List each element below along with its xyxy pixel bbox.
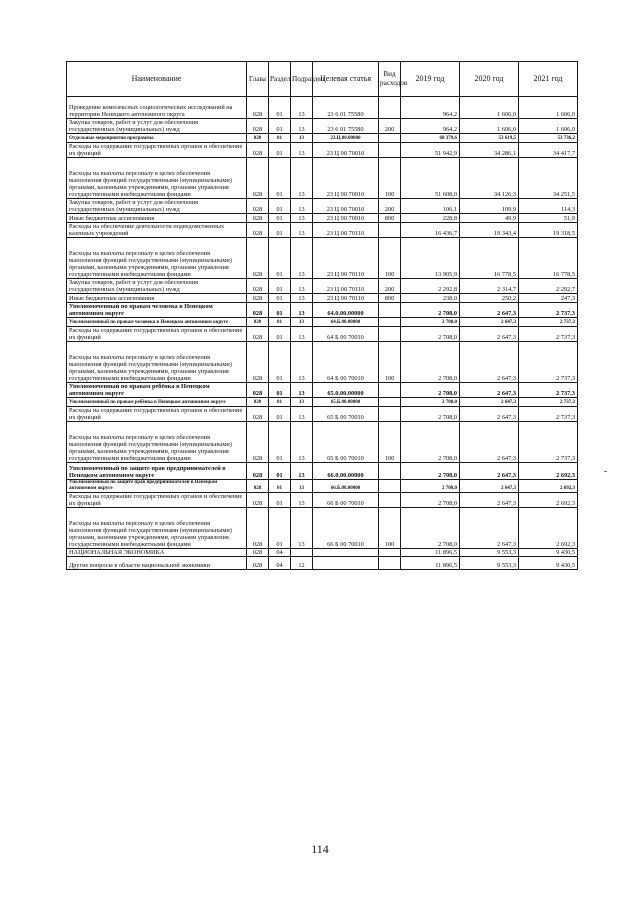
header-target: Целевая статья [313, 62, 379, 97]
table-row [67, 480, 578, 493]
row-podrazdel: 13 [291, 238, 313, 279]
row-name: НАЦИОНАЛЬНАЯ ЭКОНОМИКА [67, 549, 247, 557]
row-2020: 19 343,4 [460, 223, 519, 238]
row-2021: 2 692,3 [519, 463, 578, 480]
row-vid: 100 [379, 422, 401, 463]
row-name: Расходы на содержание государственных органов и обеспечение их функций [67, 493, 247, 508]
row-vid [379, 383, 401, 398]
row-razdel: 01 [269, 223, 291, 238]
row-2019: 11 896,5 [401, 557, 460, 570]
row-2019: 2 708,0 [401, 318, 460, 327]
row-razdel: 01 [269, 294, 291, 303]
row-vid [379, 557, 401, 570]
row-glava: 028 [247, 238, 269, 279]
row-target: 65 Б 00 70010 [313, 407, 379, 422]
row-glava: 028 [247, 318, 269, 327]
row-vid [379, 407, 401, 422]
row-name: Уполномоченный по правам человека в Ненецком автономном округе [67, 318, 247, 327]
row-podrazdel: 13 [291, 97, 313, 119]
table-row [67, 143, 578, 158]
row-razdel: 01 [269, 407, 291, 422]
row-razdel: 01 [269, 134, 291, 143]
row-2019: 2 708,0 [401, 383, 460, 398]
table-row [67, 463, 578, 480]
row-razdel: 01 [269, 158, 291, 199]
row-target: 64 Б 00 70010 [313, 342, 379, 383]
row-name: Закупка товаров, работ и услуг для обеспечения государственных (муниципальных) нужд [67, 199, 247, 214]
row-2019: 238,0 [401, 294, 460, 303]
row-2020: 9 553,3 [460, 549, 519, 557]
row-2021: 34 417,7 [519, 143, 578, 158]
row-vid: 800 [379, 294, 401, 303]
row-target: 23 6 01 75580 [313, 97, 379, 119]
row-glava: 028 [247, 342, 269, 383]
row-podrazdel: 13 [291, 422, 313, 463]
row-razdel: 04 [269, 549, 291, 557]
row-razdel: 04 [269, 557, 291, 570]
row-2020: 250,2 [460, 294, 519, 303]
row-vid [379, 143, 401, 158]
row-2019: 2 708,0 [401, 422, 460, 463]
row-name: Расходы на содержание государственных органов и обеспечение их функций [67, 143, 247, 158]
row-2020: 109,9 [460, 199, 519, 214]
row-podrazdel: 13 [291, 158, 313, 199]
row-2020: 2 647,3 [460, 318, 519, 327]
row-target: 66 Б 00 70010 [313, 508, 379, 549]
header-razdel: Раздел [269, 62, 291, 97]
header-2021: 2021 год [519, 62, 578, 97]
row-podrazdel: 13 [291, 143, 313, 158]
table-row [67, 407, 578, 422]
row-podrazdel: 13 [291, 398, 313, 407]
header-2020: 2020 год [460, 62, 519, 97]
row-glava: 028 [247, 383, 269, 398]
row-name: Отдельные мероприятия программы [67, 134, 247, 143]
row-glava: 028 [247, 463, 269, 480]
row-podrazdel: 13 [291, 134, 313, 143]
row-2019: 2 708,0 [401, 407, 460, 422]
row-podrazdel: 13 [291, 119, 313, 134]
row-2021: 2 737,3 [519, 398, 578, 407]
row-podrazdel: 13 [291, 407, 313, 422]
row-glava: 028 [247, 214, 269, 223]
row-podrazdel: 13 [291, 294, 313, 303]
row-razdel: 01 [269, 342, 291, 383]
row-razdel: 01 [269, 508, 291, 549]
row-2020: 49,9 [460, 214, 519, 223]
row-vid [379, 463, 401, 480]
row-name: Расходы на обеспечение деятельности подведомственных казенных учреждений [67, 223, 247, 238]
row-2020: 2 647,3 [460, 327, 519, 342]
row-2019: 2 708,0 [401, 463, 460, 480]
row-name: Расходы на выплаты персоналу в целях обеспечения выполнения функций государственными (муниципальными) органами, казенными учреждениями, органами управления государственными внебюджетными фондами [67, 508, 247, 549]
row-razdel: 01 [269, 97, 291, 119]
row-2019: 13 905,9 [401, 238, 460, 279]
row-name: Уполномоченный по правам человека в Ненецком автономном округе [67, 303, 247, 318]
table-row [67, 383, 578, 398]
row-name: Иные бюджетные ассигнования [67, 294, 247, 303]
row-vid: 100 [379, 342, 401, 383]
row-target: 64 Б 00 70010 [313, 327, 379, 342]
row-2020: 2 647,3 [460, 463, 519, 480]
table-row [67, 303, 578, 318]
table-row [67, 327, 578, 342]
row-glava: 028 [247, 199, 269, 214]
row-glava: 028 [247, 398, 269, 407]
row-2021: 247,3 [519, 294, 578, 303]
row-glava: 028 [247, 143, 269, 158]
row-2021: 34 251,5 [519, 158, 578, 199]
table-row [67, 294, 578, 303]
row-razdel: 01 [269, 318, 291, 327]
row-target: 64.Б.00.00000 [313, 318, 379, 327]
row-2020: 2 647,3 [460, 383, 519, 398]
row-target [313, 549, 379, 557]
row-2020: 2 647,3 [460, 508, 519, 549]
table-row [67, 557, 578, 570]
table-row [67, 508, 578, 549]
table-row [67, 223, 578, 238]
row-name: Расходы на выплаты персоналу в целях обеспечения выполнения функций государственными (муниципальными) органами, казенными учреждениями, органами управления государственными внебюджетными фондами [67, 422, 247, 463]
row-2021: 2 292,7 [519, 279, 578, 294]
row-name: Расходы на выплаты персоналу в целях обеспечения выполнения функций государственными (муниципальными) органами, казенными учреждениями, органами управления государственными внебюджетными фондами [67, 158, 247, 199]
row-glava: 028 [247, 294, 269, 303]
row-vid [379, 493, 401, 508]
row-2021: 9 430,5 [519, 549, 578, 557]
row-glava: 028 [247, 493, 269, 508]
row-2021: 2 737,3 [519, 342, 578, 383]
row-glava: 028 [247, 480, 269, 493]
row-glava: 028 [247, 279, 269, 294]
table-row [67, 214, 578, 223]
row-2019: 2 708,0 [401, 398, 460, 407]
row-target: 23.Ц.00.00000 [313, 134, 379, 143]
row-target: 66.Б.00.00000 [313, 480, 379, 493]
row-vid: 100 [379, 238, 401, 279]
row-glava: 028 [247, 223, 269, 238]
row-2020: 2 647,3 [460, 493, 519, 508]
row-podrazdel: 13 [291, 508, 313, 549]
row-2020: 2 647,3 [460, 407, 519, 422]
row-target: 23 Ц 00 70010 [313, 158, 379, 199]
table-row [67, 422, 578, 463]
row-2021: 2 737,3 [519, 327, 578, 342]
row-2019: 2 708,0 [401, 327, 460, 342]
row-2019: 106,1 [401, 199, 460, 214]
row-vid [379, 480, 401, 493]
row-name: Уполномоченный по защите прав предпринимателей в Ненецком автономном округе [67, 463, 247, 480]
row-2020: 2 647,3 [460, 342, 519, 383]
row-target: 66.0.00.00000 [313, 463, 379, 480]
row-podrazdel: 13 [291, 383, 313, 398]
row-vid: 800 [379, 214, 401, 223]
row-2019: 51 608,0 [401, 158, 460, 199]
row-glava: 028 [247, 557, 269, 570]
row-glava: 028 [247, 549, 269, 557]
row-2021: 2 737,3 [519, 407, 578, 422]
row-2021: 2 692,3 [519, 508, 578, 549]
row-name: Расходы на содержание государственных органов и обеспечение их функций [67, 407, 247, 422]
row-2021: 114,3 [519, 199, 578, 214]
row-2019: 2 708,0 [401, 493, 460, 508]
row-name: Закупка товаров, работ и услуг для обеспечения государственных (муниципальных) нужд [67, 279, 247, 294]
row-razdel: 01 [269, 143, 291, 158]
table-row [67, 134, 578, 143]
row-name: Уполномоченный по правам ребёнка в Ненецком автономном округе [67, 398, 247, 407]
row-glava: 028 [247, 119, 269, 134]
row-glava: 028 [247, 134, 269, 143]
row-target: 64.0.00.00000 [313, 303, 379, 318]
row-name: Другие вопросы в области национальной экономики [67, 557, 247, 570]
header-vid: Вид расходов [379, 62, 401, 97]
row-razdel: 01 [269, 422, 291, 463]
row-2019: 11 896,5 [401, 549, 460, 557]
row-vid [379, 303, 401, 318]
row-2019: 964,2 [401, 97, 460, 119]
row-glava: 028 [247, 407, 269, 422]
row-razdel: 01 [269, 327, 291, 342]
row-2020: 2 314,7 [460, 279, 519, 294]
row-glava: 028 [247, 508, 269, 549]
row-razdel: 01 [269, 463, 291, 480]
row-2019: 964,2 [401, 119, 460, 134]
page-number: 114 [311, 842, 329, 856]
row-razdel: 01 [269, 303, 291, 318]
table-body [67, 97, 578, 570]
row-podrazdel: 13 [291, 342, 313, 383]
row-target: 65.Б.00.00000 [313, 398, 379, 407]
header-podrazdel: Подраздел [291, 62, 313, 97]
row-name: Расходы на выплаты персоналу в целях обеспечения выполнения функций государственными (муниципальными) органами, казенными учреждениями, органами управления государственными внебюджетными фондами [67, 342, 247, 383]
row-2021: 2 737,3 [519, 422, 578, 463]
row-name: Расходы на содержание государственных органов и обеспечение их функций [67, 327, 247, 342]
table-row [67, 158, 578, 199]
table-row [67, 199, 578, 214]
row-podrazdel: 13 [291, 318, 313, 327]
row-name: Уполномоченный по правам ребёнка в Ненецком автономном округе [67, 383, 247, 398]
row-podrazdel [291, 549, 313, 557]
row-podrazdel: 13 [291, 463, 313, 480]
row-target: 23 Ц 00 70110 [313, 294, 379, 303]
row-name: Проведение комплексных социологических исследований на территории Ненецкого автономного округа [67, 97, 247, 119]
row-target: 65 Б 00 70010 [313, 422, 379, 463]
row-vid: 200 [379, 199, 401, 214]
table-row [67, 119, 578, 134]
row-2019: 2 708,0 [401, 508, 460, 549]
row-2021: 2 737,3 [519, 383, 578, 398]
table-row [67, 238, 578, 279]
row-2020: 2 647,3 [460, 422, 519, 463]
row-name: Расходы на выплаты персоналу в целях обеспечения выполнения функций государственными (муниципальными) органами, казенными учреждениями, органами управления государственными внебюджетными фондами [67, 238, 247, 279]
row-vid: 200 [379, 279, 401, 294]
row-podrazdel: 13 [291, 223, 313, 238]
row-vid: 100 [379, 158, 401, 199]
row-2019: 2 292,8 [401, 279, 460, 294]
row-target: 23 6 01 75580 [313, 119, 379, 134]
row-glava: 028 [247, 422, 269, 463]
row-vid [379, 318, 401, 327]
budget-table [66, 61, 578, 570]
row-target: 23 Ц 00 70010 [313, 214, 379, 223]
row-2021: 53 736,2 [519, 134, 578, 143]
row-razdel: 01 [269, 383, 291, 398]
row-2021: 1 606,0 [519, 97, 578, 119]
row-2020: 1 606,0 [460, 119, 519, 134]
row-glava: 028 [247, 158, 269, 199]
row-razdel: 01 [269, 279, 291, 294]
row-podrazdel: 13 [291, 279, 313, 294]
row-target: 23 Ц 00 70010 [313, 199, 379, 214]
row-name: Закупка товаров, работ и услуг для обеспечения государственных (муниципальных) нужд [67, 119, 247, 134]
row-2020: 9 553,3 [460, 557, 519, 570]
row-razdel: 01 [269, 480, 291, 493]
row-razdel: 01 [269, 493, 291, 508]
row-2020: 2 647,3 [460, 398, 519, 407]
table-row [67, 398, 578, 407]
row-vid [379, 223, 401, 238]
row-2021: 2 692,3 [519, 480, 578, 493]
row-2020: 34 126,3 [460, 158, 519, 199]
table-row [67, 342, 578, 383]
row-2020: 16 778,5 [460, 238, 519, 279]
row-vid [379, 97, 401, 119]
row-podrazdel: 13 [291, 480, 313, 493]
row-podrazdel: 13 [291, 493, 313, 508]
row-target: 65.0.00.00000 [313, 383, 379, 398]
row-2019: 68 379,6 [401, 134, 460, 143]
row-target [313, 557, 379, 570]
header-glava: Глава [247, 62, 269, 97]
scan-mark [604, 471, 607, 472]
row-razdel: 01 [269, 238, 291, 279]
row-vid [379, 134, 401, 143]
table-header-row [67, 62, 578, 97]
row-2019: 2 708,0 [401, 480, 460, 493]
row-2021: 16 778,5 [519, 238, 578, 279]
row-2019: 2 708,0 [401, 303, 460, 318]
row-2021: 51,9 [519, 214, 578, 223]
row-target: 23 Ц 00 70110 [313, 238, 379, 279]
row-target: 23 Ц 00 70010 [313, 143, 379, 158]
row-razdel: 01 [269, 398, 291, 407]
row-target: 23 Ц 00 70110 [313, 223, 379, 238]
row-2021: 9 430,5 [519, 557, 578, 570]
row-2019: 51 942,9 [401, 143, 460, 158]
row-2020: 2 647,3 [460, 303, 519, 318]
row-2021: 2 692,3 [519, 493, 578, 508]
row-2019: 228,8 [401, 214, 460, 223]
row-target: 66 Б 00 70010 [313, 493, 379, 508]
row-razdel: 01 [269, 119, 291, 134]
row-name: Иные бюджетные ассигнования [67, 214, 247, 223]
row-podrazdel: 13 [291, 303, 313, 318]
row-razdel: 01 [269, 214, 291, 223]
row-2021: 2 737,3 [519, 318, 578, 327]
row-podrazdel: 12 [291, 557, 313, 570]
row-2021: 19 318,5 [519, 223, 578, 238]
row-vid [379, 549, 401, 557]
table-row [67, 318, 578, 327]
table-row [67, 493, 578, 508]
table-row [67, 97, 578, 119]
row-2021: 2 737,3 [519, 303, 578, 318]
row-2020: 1 606,0 [460, 97, 519, 119]
row-2019: 2 708,0 [401, 342, 460, 383]
row-vid [379, 327, 401, 342]
table-row [67, 549, 578, 557]
row-2020: 53 619,5 [460, 134, 519, 143]
header-name: Наименование [67, 62, 247, 97]
row-2019: 16 436,7 [401, 223, 460, 238]
header-2019: 2019 год [401, 62, 460, 97]
row-glava: 028 [247, 97, 269, 119]
row-vid [379, 398, 401, 407]
row-name: Уполномоченный по защите прав предпринимателей в Ненецком автономном округе [67, 480, 247, 493]
row-2020: 2 647,3 [460, 480, 519, 493]
row-glava: 028 [247, 327, 269, 342]
row-glava: 028 [247, 303, 269, 318]
row-podrazdel: 13 [291, 214, 313, 223]
row-podrazdel: 13 [291, 327, 313, 342]
row-vid: 200 [379, 119, 401, 134]
row-vid: 100 [379, 508, 401, 549]
row-razdel: 01 [269, 199, 291, 214]
table-row [67, 279, 578, 294]
row-target: 23 Ц 00 70110 [313, 279, 379, 294]
row-2021: 1 606,0 [519, 119, 578, 134]
row-podrazdel: 13 [291, 199, 313, 214]
row-2020: 34 286,1 [460, 143, 519, 158]
